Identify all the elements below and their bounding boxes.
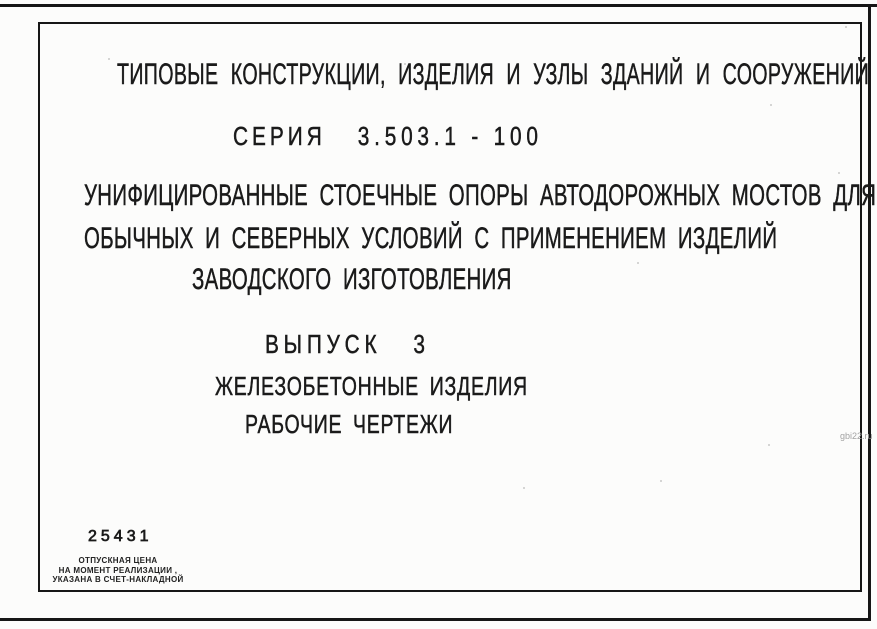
price-note-line-3: УКАЗАНА В СЧЕТ-НАКЛАДНОЙ <box>52 575 184 584</box>
outer-border-top <box>0 4 877 7</box>
issue-label: ВЫПУСК <box>265 329 382 359</box>
catalog-number: 25431 <box>88 528 153 545</box>
document-header: ТИПОВЫЕ КОНСТРУКЦИИ, ИЗДЕЛИЯ И УЗЛЫ ЗДАНИЙ И СООРУЖЕНИЙ <box>117 58 870 91</box>
materials-line: ЖЕЛЕЗОБЕТОННЫЕ ИЗДЕЛИЯ <box>215 371 528 401</box>
outer-border-right <box>868 4 871 621</box>
site-watermark: gbi22.ru <box>840 431 873 441</box>
inner-border-frame <box>38 22 862 592</box>
title-line-1: УНИФИЦИРОВАННЫЕ СТОЕЧНЫЕ ОПОРЫ АВТОДОРОЖНЫХ МОСТОВ ДЛЯ <box>84 179 877 212</box>
issue-line <box>265 331 425 357</box>
price-note <box>50 556 186 585</box>
title-line-3: ЗАВОДСКОГО ИЗГОТОВЛЕНИЯ <box>192 263 512 296</box>
series-number: 3.503.1 - 100 <box>357 121 543 151</box>
series-label: СЕРИЯ <box>233 121 326 151</box>
outer-border-bottom <box>0 618 871 621</box>
issue-number: 3 <box>413 329 425 359</box>
title-line-2: ОБЫЧНЫХ И СЕВЕРНЫХ УСЛОВИЙ С ПРИМЕНЕНИЕМ ИЗДЕЛИЙ <box>84 222 778 255</box>
series-line <box>233 123 543 149</box>
price-note-line-2: НА МОМЕНТ РЕАЛИЗАЦИИ , <box>58 565 178 575</box>
drawings-line: РАБОЧИЕ ЧЕРТЕЖИ <box>245 409 454 439</box>
price-note-line-1: ОТПУСКНАЯ ЦЕНА <box>78 556 158 565</box>
